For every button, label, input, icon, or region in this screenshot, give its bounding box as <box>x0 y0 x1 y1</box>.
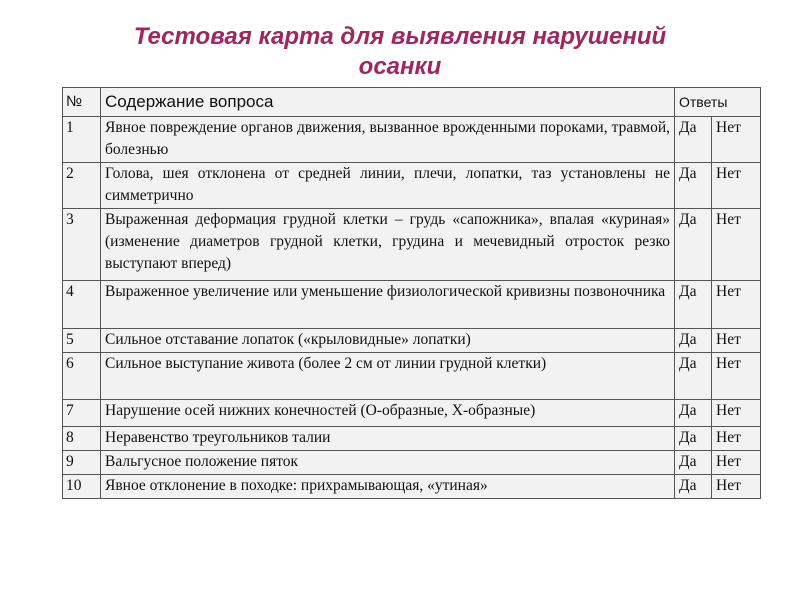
row-number: 2 <box>63 163 101 209</box>
answer-no: Нет <box>712 451 761 475</box>
table-row <box>63 209 761 281</box>
header-number: № <box>63 88 101 117</box>
row-question: Вальгусное положение пяток <box>101 451 675 475</box>
answer-yes: Да <box>675 329 712 353</box>
table-row <box>63 281 761 329</box>
row-question: Нарушение осей нижних конечностей (О-образные, Х-образные) <box>101 400 675 427</box>
row-number: 10 <box>63 475 101 499</box>
row-question: Неравенство треугольников талии <box>101 427 675 451</box>
answer-yes: Да <box>675 475 712 499</box>
row-question: Явное отклонение в походке: прихрамывающая, «утиная» <box>101 475 675 499</box>
row-question: Сильное выступание живота (более 2 см от линии грудной клетки) <box>101 353 675 400</box>
table-row <box>63 329 761 353</box>
answer-yes: Да <box>675 427 712 451</box>
answer-yes: Да <box>675 400 712 427</box>
answer-yes: Да <box>675 163 712 209</box>
answer-yes: Да <box>675 281 712 329</box>
row-number: 3 <box>63 209 101 281</box>
answer-yes: Да <box>675 117 712 163</box>
row-number: 8 <box>63 427 101 451</box>
answer-no: Нет <box>712 281 761 329</box>
table-row <box>63 475 761 499</box>
table-row <box>63 353 761 400</box>
table-row <box>63 117 761 163</box>
row-question: Выраженное увеличение или уменьшение физиологической кривизны позвоночника <box>101 281 675 329</box>
row-question: Сильное отставание лопаток («крыловидные» лопатки) <box>101 329 675 353</box>
title-line-1: Тестовая карта для выявления нарушений <box>133 23 667 50</box>
table-row <box>63 427 761 451</box>
row-number: 1 <box>63 117 101 163</box>
row-question: Явное повреждение органов движения, вызванное врожденными пороками, травмой, болезнью <box>101 117 675 163</box>
answer-no: Нет <box>712 353 761 400</box>
test-card-table <box>62 87 761 499</box>
answer-no: Нет <box>712 329 761 353</box>
answer-no: Нет <box>712 163 761 209</box>
table-row <box>63 451 761 475</box>
answer-no: Нет <box>712 400 761 427</box>
answer-yes: Да <box>675 353 712 400</box>
row-number: 6 <box>63 353 101 400</box>
title-line-2: осанки <box>358 53 442 80</box>
answer-no: Нет <box>712 117 761 163</box>
row-number: 5 <box>63 329 101 353</box>
table-row <box>63 400 761 427</box>
answer-yes: Да <box>675 209 712 281</box>
row-number: 4 <box>63 281 101 329</box>
header-question: Содержание вопроса <box>101 88 675 117</box>
page-title <box>0 22 800 82</box>
row-number: 7 <box>63 400 101 427</box>
table-row <box>63 163 761 209</box>
row-number: 9 <box>63 451 101 475</box>
answer-no: Нет <box>712 427 761 451</box>
row-question: Голова, шея отклонена от средней линии, плечи, лопатки, таз установлены не симметрично <box>101 163 675 209</box>
answer-no: Нет <box>712 209 761 281</box>
header-answers: Ответы <box>675 88 761 117</box>
answer-yes: Да <box>675 451 712 475</box>
row-question: Выраженная деформация грудной клетки – грудь «сапожника», впалая «куриная» (изменение диаметров грудной клетки, грудина и мечевидный отросток резко выступают вперед) <box>101 209 675 281</box>
table-header-row <box>63 88 761 117</box>
answer-no: Нет <box>712 475 761 499</box>
